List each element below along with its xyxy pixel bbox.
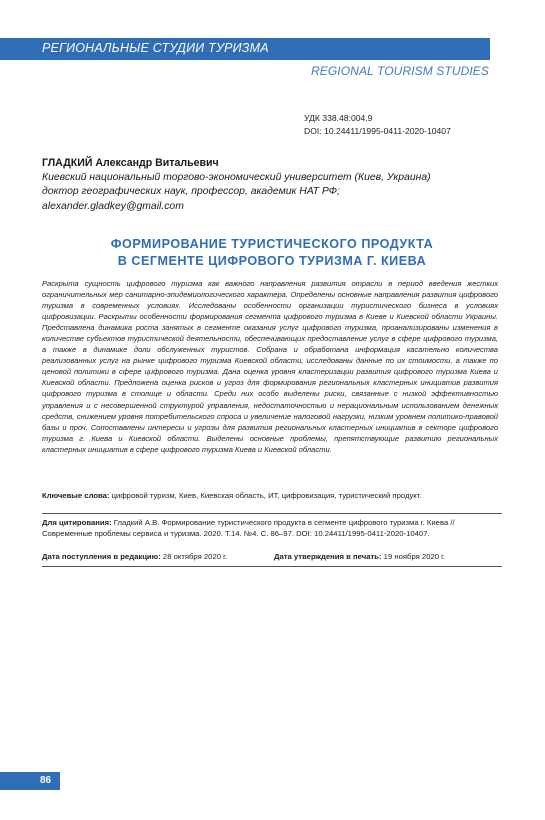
author-degree: доктор географических наук, профессор, академик НАТ РФ; bbox=[42, 186, 340, 197]
received-label: Дата поступления в редакцию: bbox=[42, 552, 161, 561]
publication-dates bbox=[42, 551, 502, 562]
title-line-1: ФОРМИРОВАНИЕ ТУРИСТИЧЕСКОГО ПРОДУКТА bbox=[110, 237, 434, 251]
author-affiliation: Киевский национальный торгово-экономический университет (Киев, Украина) bbox=[42, 171, 431, 183]
approved-value: 19 ноября 2020 г. bbox=[383, 552, 446, 561]
citation bbox=[42, 518, 502, 540]
journal-title-en: REGIONAL TOURISM STUDIES bbox=[311, 64, 489, 78]
received-date bbox=[42, 552, 227, 561]
keywords-value: цифровой туризм, Киев, Киевская область, ИТ, цифровизация, туристический продукт. bbox=[111, 491, 422, 500]
title-line-2: В СЕГМЕНТЕ ЦИФРОВОГО ТУРИЗМА Г. КИЕВА bbox=[117, 254, 427, 268]
author-email[interactable]: alexander.gladkey@gmail.com bbox=[42, 200, 184, 212]
citation-value: Гладкий А.В. Формирование туристического продукта в сегменте цифрового туризма г. Киева // Современные проблемы сервиса и туризма. 2020. Т.14. №4. С. 86–97. DOI: 10.24411/1995-0411-2020-10407. bbox=[42, 518, 455, 538]
keywords bbox=[42, 490, 502, 501]
page-number: 86 bbox=[40, 775, 52, 786]
received-value: 28 октября 2020 г. bbox=[162, 552, 228, 561]
author-block bbox=[42, 156, 502, 214]
article-title bbox=[42, 236, 502, 270]
approved-label: Дата утверждения в печать: bbox=[274, 552, 382, 561]
approved-date bbox=[274, 551, 445, 562]
keywords-label: Ключевые слова: bbox=[42, 491, 110, 500]
journal-title-ru: РЕГИОНАЛЬНЫЕ СТУДИИ ТУРИЗМА bbox=[42, 41, 269, 55]
divider-bottom bbox=[42, 566, 502, 567]
udk-code: УДК 338.48:004.9 bbox=[304, 113, 373, 123]
divider-top bbox=[42, 513, 502, 514]
article-identifiers bbox=[304, 112, 451, 138]
doi: DOI: 10.24411/1995-0411-2020-10407 bbox=[304, 126, 451, 136]
citation-label: Для цитирования: bbox=[42, 518, 112, 527]
author-name: ГЛАДКИЙ Александр Витальевич bbox=[42, 157, 219, 169]
abstract: Раскрыта сущность цифрового туризма как важного направления развития отрасли в период введения жестких ограничительных мер санитарно-эпидемиологического характера. Определены основные направления развития цифрового туризма в современных условиях. Исследованы особенности организации туристического бизнеса в условиях цифровизации. Раскрыты особенности формирования сегмента цифрового туризма в Киеве и Киевской области Украины. Представлена динамика роста занятых в сегменте оказания услуг цифрового туризма, проанализированы изменения в количестве субъектов туристической деятельности, обеспечивающих предоставление услуг в сфере цифрового туризма, а также в динамике доли обслуженных туристов. Собрана и обработана информация касательно количества реализованных услуг на рынке цифрового туризма Киевской области, исследованы данные по их стоимости, а также по ценовой политики в сфере цифрового туризма. Дана оценка уровня кластеризации развития цифрового туризма Киева и Киевской области. Предложена оценка рисков и угроз для формирования региональных кластерных инициатив развития цифрового туризма в столице и области. Среди них особо выделены риски, связанные с низкой эффективностью управления и с несовершенной структурой управления, недостаточностью и нерациональным использованием денежных средств, снижением уровня потребительского спроса и увеличение налоговой нагрузки, низким уровнем политико-правовой базы и проч. Сопоставлены интересы и угрозы для развития региональных кластерных инициатив в секторе цифрового туризма г. Киева и Киевской области. Выделены основные проблемы, препятствующие развитию региональных кластерных инициатив в сфере цифрового туризма Киева и Киевской области. bbox=[42, 279, 498, 454]
